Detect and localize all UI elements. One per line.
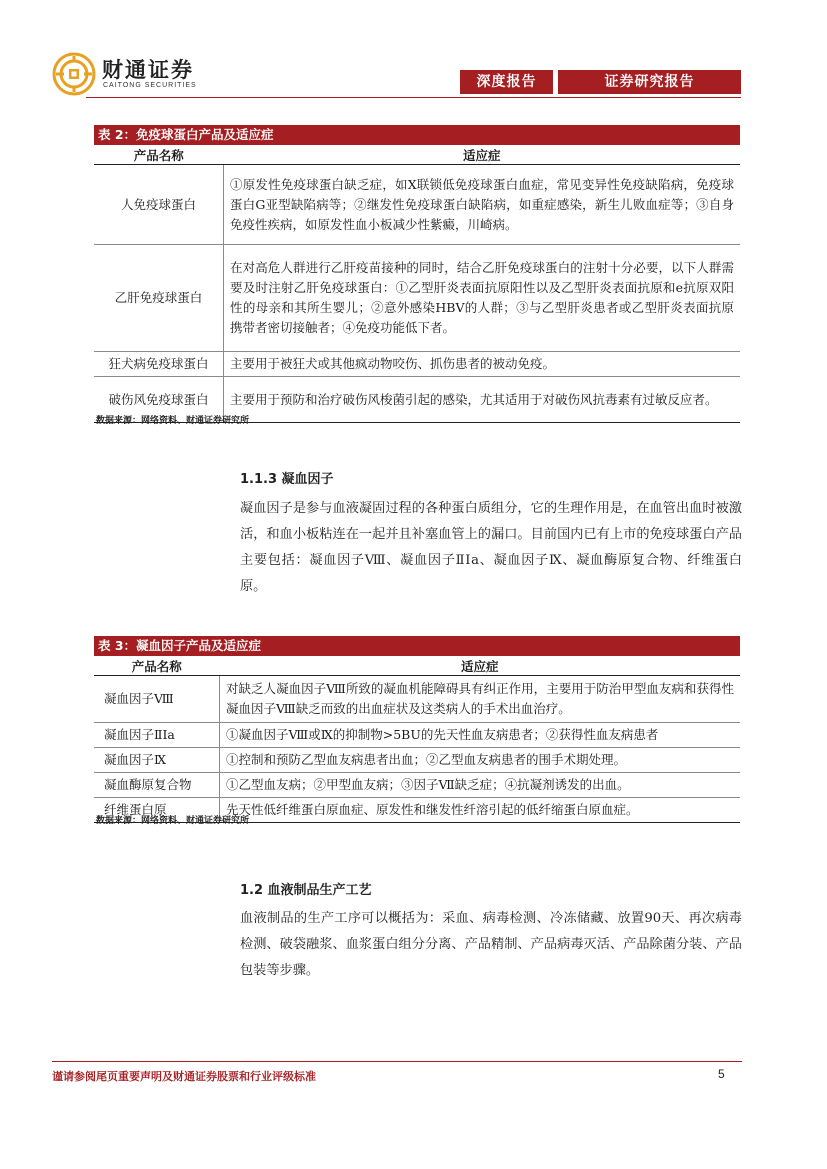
product-indication: ①原发性免疫球蛋白缺乏症，如X联锁低免疫球蛋白血症，常见变异性免疫缺陷病，免疫球蛋白G亚型缺陷病等；②继发性免疫球蛋白缺陷病，如重症感染，新生儿败血症等；③自身免疫性疾病，如原发性血小板减少性紫癜，川崎病。 bbox=[224, 165, 741, 245]
table-3-title: 表 3：凝血因子产品及适应症 bbox=[94, 636, 740, 656]
table-row bbox=[94, 723, 740, 748]
immunoglobulin-table bbox=[94, 145, 740, 423]
report-category-tag: 证券研究报告 bbox=[558, 70, 741, 94]
table-row bbox=[94, 165, 740, 245]
product-name: 狂犬病免疫球蛋白 bbox=[94, 352, 224, 377]
table-row bbox=[94, 352, 740, 377]
company-logo bbox=[52, 52, 222, 96]
product-name: 凝血酶原复合物 bbox=[94, 773, 220, 798]
table-3-source: 数据来源：网络资料、财通证券研究所 bbox=[96, 816, 250, 826]
product-indication: ①凝血因子Ⅷ或Ⅸ的抑制物>5BU的先天性血友病患者；②获得性血友病患者 bbox=[220, 723, 741, 748]
logo-chinese-name: 财通证券 bbox=[102, 58, 194, 82]
col-header-indication: 适应症 bbox=[224, 145, 741, 165]
product-name: 人免疫球蛋白 bbox=[94, 165, 224, 245]
report-type-tag: 深度报告 bbox=[460, 70, 553, 94]
table-2-source: 数据来源：网络资料、财通证券研究所 bbox=[96, 416, 250, 426]
caitong-logo-icon bbox=[52, 52, 96, 96]
product-name: 凝血因子ⅡⅠa bbox=[94, 723, 220, 748]
product-name: 破伤风免疫球蛋白 bbox=[94, 377, 224, 423]
product-name: 乙肝免疫球蛋白 bbox=[94, 245, 224, 352]
col-header-product: 产品名称 bbox=[94, 656, 220, 676]
logo-english-name: CAITONG SECURITIES bbox=[103, 82, 197, 89]
product-indication: 主要用于预防和治疗破伤风梭菌引起的感染，尤其适用于对破伤风抗毒素有过敏反应者。 bbox=[224, 377, 741, 423]
product-indication: 先天性低纤维蛋白原血症、原发性和继发性纤溶引起的低纤缩蛋白原血症。 bbox=[220, 798, 741, 823]
table-row bbox=[94, 245, 740, 352]
product-name: 凝血因子Ⅷ bbox=[94, 676, 220, 723]
product-indication: 在对高危人群进行乙肝疫苗接种的同时，结合乙肝免疫球蛋白的注射十分必要，以下人群需要及时注射乙肝免疫球蛋白：①乙型肝炎表面抗原阳性以及乙型肝炎表面抗原和e抗原双阳性的母亲和其所生婴儿；②意外感染HBV的人群；③与乙型肝炎患者或乙型肝炎表面抗原携带者密切接触者；④免疫功能低下者。 bbox=[224, 245, 741, 352]
col-header-product: 产品名称 bbox=[94, 145, 224, 165]
section-1-1-3-title: 1.1.3 凝血因子 bbox=[240, 472, 334, 487]
product-indication: ①乙型血友病；②甲型血友病；③因子Ⅶ缺乏症；④抗凝剂诱发的出血。 bbox=[220, 773, 741, 798]
section-1-2-paragraph: 血液制品的生产工序可以概括为：采血、病毒检测、冷冻储藏、放置90天、再次病毒检测、破袋融浆、血浆蛋白组分分离、产品精制、产品病毒灭活、产品除菌分装、产品包装等步骤。 bbox=[240, 911, 742, 978]
col-header-indication: 适应症 bbox=[220, 656, 741, 676]
table-row bbox=[94, 773, 740, 798]
table-2-title: 表 2：免疫球蛋白产品及适应症 bbox=[94, 125, 740, 145]
table-row bbox=[94, 748, 740, 773]
product-name: 纤维蛋白原 bbox=[94, 798, 220, 823]
coagulation-factor-table bbox=[94, 656, 740, 823]
product-indication: 对缺乏人凝血因子Ⅷ所致的凝血机能障碍具有纠正作用，主要用于防治甲型血友病和获得性凝血因子Ⅷ缺乏而致的出血症状及这类病人的手术出血治疗。 bbox=[220, 676, 741, 723]
footer-disclaimer: 谨请参阅尾页重要声明及财通证券股票和行业评级标准 bbox=[52, 1070, 316, 1083]
table-row bbox=[94, 676, 740, 723]
footer-divider bbox=[52, 1061, 742, 1062]
page-number: 5 bbox=[718, 1067, 725, 1081]
product-name: 凝血因子Ⅸ bbox=[94, 748, 220, 773]
section-1-1-3-paragraph: 凝血因子是参与血液凝固过程的各种蛋白质组分，它的生理作用是，在血管出血时被激活，和血小板粘连在一起并且补塞血管上的漏口。目前国内已有上市的免疫球蛋白产品主要包括：凝血因子Ⅷ、凝血因子ⅡⅠa、凝血因子Ⅸ、凝血酶原复合物、纤维蛋白原。 bbox=[240, 501, 742, 594]
header-divider bbox=[86, 97, 741, 98]
product-indication: 主要用于被狂犬或其他疯动物咬伤、抓伤患者的被动免疫。 bbox=[224, 352, 741, 377]
section-1-2-title: 1.2 血液制品生产工艺 bbox=[240, 883, 372, 898]
product-indication: ①控制和预防乙型血友病患者出血；②乙型血友病患者的围手术期处理。 bbox=[220, 748, 741, 773]
